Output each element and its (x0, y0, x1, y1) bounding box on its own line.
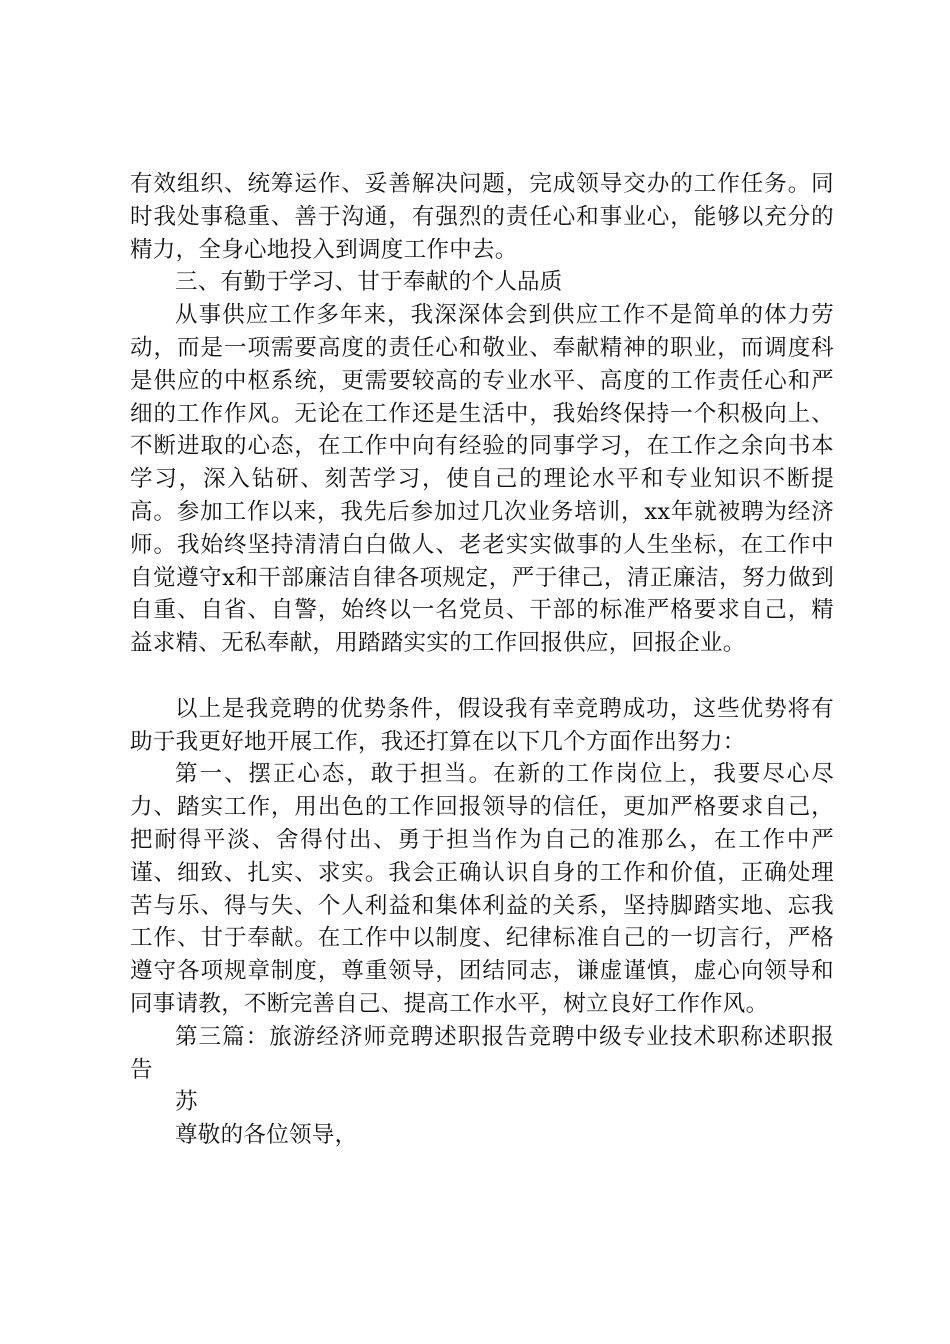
paragraph-spacer (130, 660, 834, 693)
paragraph-continuation: 有效组织、统筹运作、妥善解决问题，完成领导交办的工作任务。同时我处事稳重、善于沟通，有强烈的责任心和事业心，能够以充分的精力，全身心地投入到调度工作中去。 (130, 171, 834, 263)
paragraph-author-name: 苏 (175, 1089, 198, 1116)
paragraph-advantages-summary: 以上是我竞聘的优势条件，假设我有幸竞聘成功，这些优势将有助于我更好地开展工作，我还打算在以下几个方面作出努力： (130, 695, 834, 755)
section-heading-three: 三、有勤于学习、甘于奉献的个人品质 (175, 269, 563, 296)
paragraph-first-point: 第一、摆正心态，敢于担当。在新的工作岗位上，我要尽心尽力、踏实工作，用出色的工作回报领导的信任，更加严格要求自己，把耐得平淡、舍得付出、勇于担当作为自己的准那么，在工作中严谨、细致、扎实、求实。我会正确认识自身的工作和价值，正确处理苦与乐、得与失、个人利益和集体利益的关系，坚持脚踏实地、忘我工作、甘于奉献。在工作中以制度、纪律标准自己的一切言行，严格遵守各项规章制度，尊重领导，团结同志，谦虚谨慎，虚心向领导和同事请教，不断完善自己、提高工作水平，树立良好工作作风。 (130, 761, 834, 1017)
paragraph-third-article-title: 第三篇：旅游经济师竞聘述职报告竞聘中级专业技术职称述职报告 (130, 1023, 834, 1083)
paragraph-study-dedication: 从事供应工作多年来，我深深体会到供应工作不是简单的体力劳动，而是一项需要高度的责任心和敬业、奉献精神的职业，而调度科是供应的中枢系统，更需要较高的专业水平、高度的工作责任心和严细的工作作风。无论在工作还是生活中，我始终保持一个积极向上、不断进取的心态，在工作中向有经验的同事学习，在工作之余向书本学习，深入钻研、刻苦学习，使自己的理论水平和专业知识不断提高。参加工作以来，我先后参加过几次业务培训，xx年就被聘为经济师。我始终坚持清清白白做人、老老实实做事的人生坐标，在工作中自觉遵守x和干部廉洁自律各项规定，严于律己，清正廉洁，努力做到自重、自省、自警，始终以一名党员、干部的标准严格要求自己，精益求精、无私奉献，用踏踏实实的工作回报供应，回报企业。 (130, 302, 834, 657)
paragraph-salutation: 尊敬的各位领导， (175, 1122, 358, 1149)
document-page (130, 168, 834, 1152)
